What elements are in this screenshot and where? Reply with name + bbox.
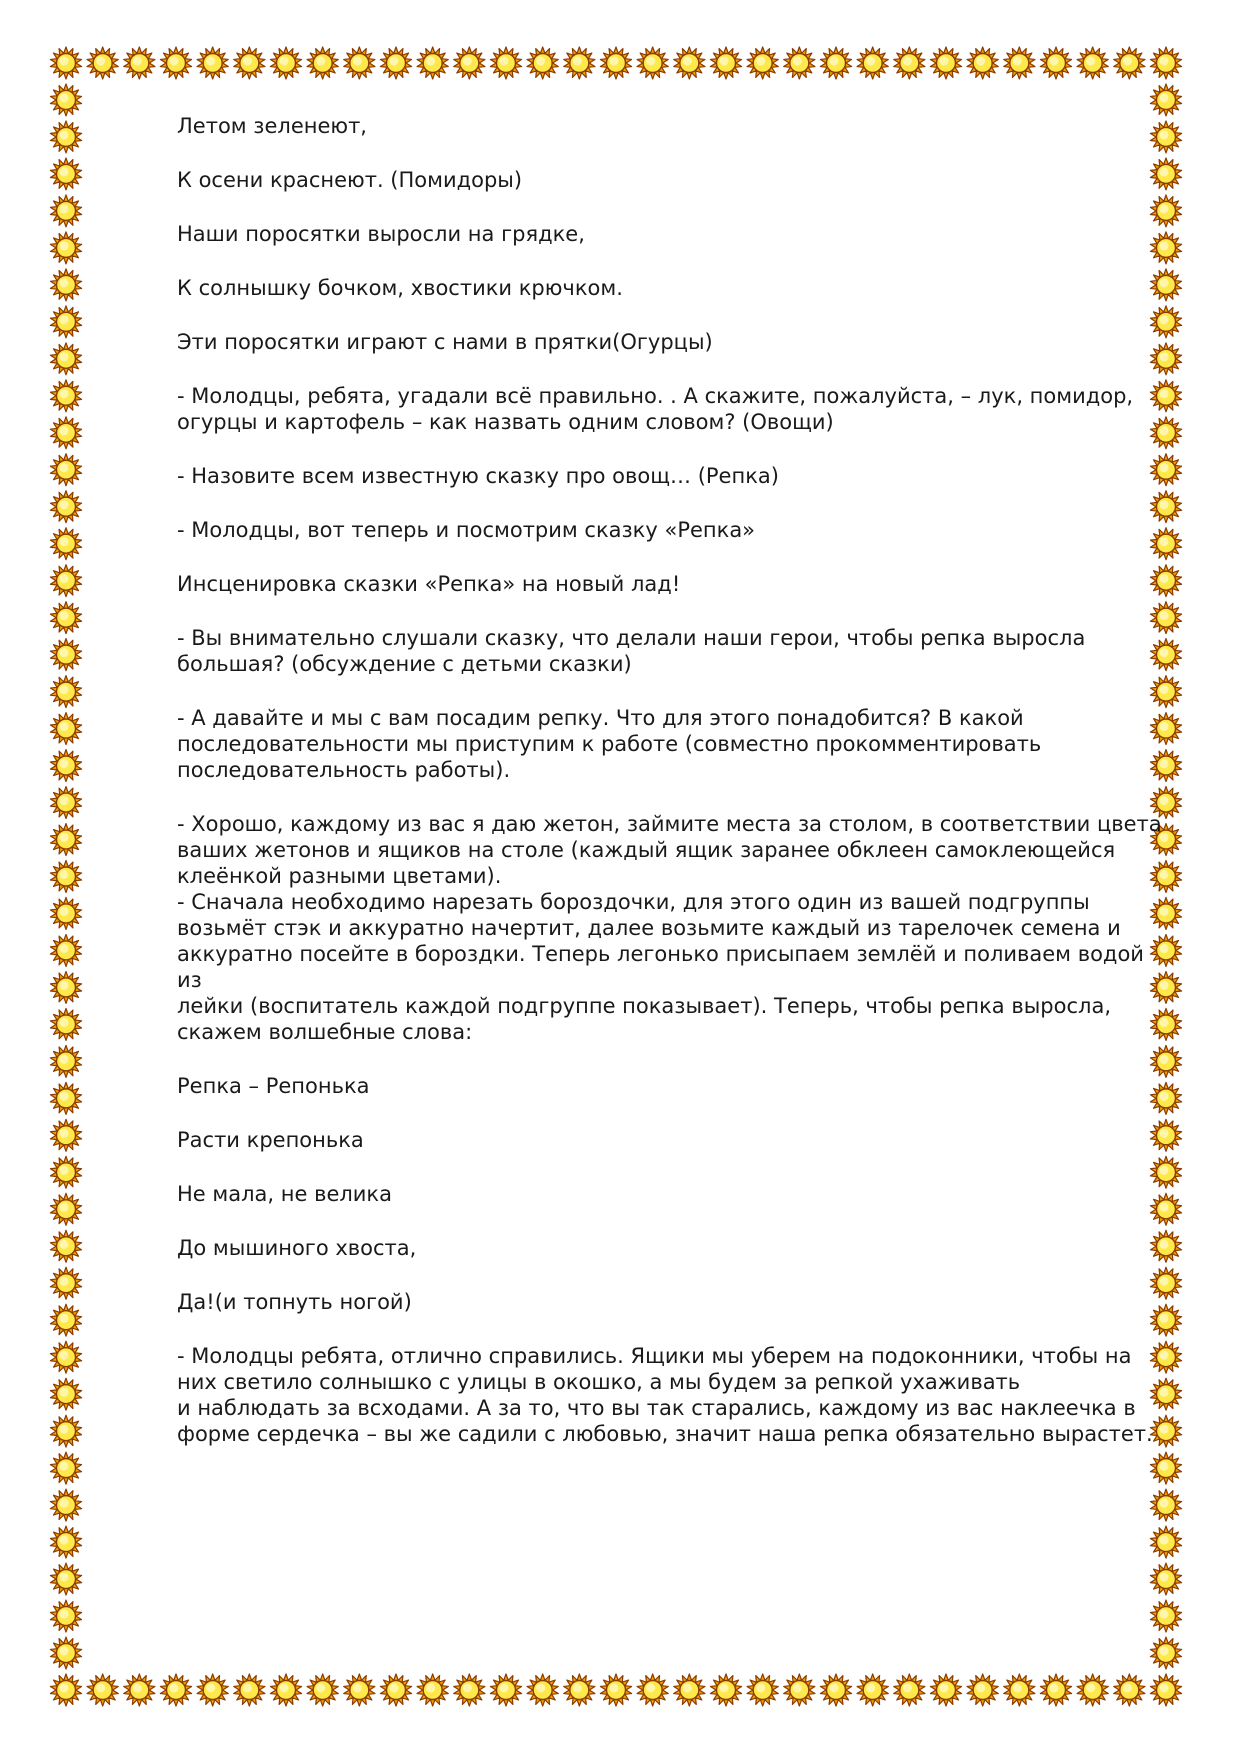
text-line: лейки (воспитатель каждой подгруппе показывает). Теперь, чтобы репка выросла, [177, 994, 1111, 1018]
text-line: большая? (обсуждение с детьми сказки) [177, 652, 632, 676]
paragraph [177, 1343, 1162, 1447]
text-line: - Молодцы, ребята, угадали всё правильно. . А скажите, пожалуйста, – лук, помидор, [177, 384, 1134, 408]
sun-icon [417, 47, 448, 79]
sun-icon [307, 47, 338, 79]
paragraph [177, 1235, 1162, 1261]
sun-icon [50, 602, 81, 634]
sun-icon [50, 1082, 81, 1114]
sun-icon [50, 528, 81, 560]
sun-icon [50, 1193, 81, 1225]
text-line: форме сердечка – вы же садили с любовью, значит наша репка обязательно вырастет. [177, 1422, 1153, 1446]
text-line: огурцы и картофель – как назвать одним словом? (Овощи) [177, 410, 834, 434]
sun-icon [1150, 1637, 1181, 1669]
sun-icon [50, 861, 81, 893]
text-line: До мышиного хвоста, [177, 1236, 417, 1260]
sun-icon [1150, 1489, 1181, 1521]
sun-icon [160, 1674, 191, 1706]
sun-icon [50, 639, 81, 671]
sun-icon [344, 1674, 375, 1706]
sun-icon [894, 1674, 925, 1706]
sun-icon [160, 47, 191, 79]
sun-icon [124, 47, 155, 79]
sun-icon [50, 158, 81, 190]
sun-icon [50, 491, 81, 523]
text-line: - Вы внимательно слушали сказку, что делали наши герои, чтобы репка выросла [177, 626, 1086, 650]
sun-icon [50, 676, 81, 708]
text-line: - А давайте и мы с вам посадим репку. Что для этого понадобится? В какой [177, 706, 1024, 730]
sun-icon [857, 1674, 888, 1706]
sun-icon [820, 47, 851, 79]
sun-icon [197, 1674, 228, 1706]
sun-icon [784, 1674, 815, 1706]
sun-icon [50, 84, 81, 116]
sun-icon [50, 1637, 81, 1669]
sun-icon [490, 47, 521, 79]
sun-icon [380, 47, 411, 79]
sun-icon [637, 1674, 668, 1706]
document-body [177, 113, 1162, 1475]
paragraph [177, 571, 1162, 597]
sun-icon [50, 750, 81, 782]
sun-icon [1150, 1526, 1181, 1558]
sun-icon [1150, 47, 1181, 79]
sun-icon [50, 1378, 81, 1410]
sun-icon [637, 47, 668, 79]
text-line: - Молодцы, вот теперь и посмотрим сказку «Репка» [177, 518, 756, 542]
paragraph [177, 705, 1162, 783]
sun-icon [1114, 47, 1145, 79]
sun-icon [50, 934, 81, 966]
sun-icon [50, 1600, 81, 1632]
sun-icon [50, 380, 81, 412]
sun-icon [50, 195, 81, 227]
text-line: - Хорошо, каждому из вас я даю жетон, займите места за столом, в соответствии цвета [177, 812, 1162, 836]
sun-icon [710, 1674, 741, 1706]
sun-icon [1040, 1674, 1071, 1706]
sun-icon [857, 47, 888, 79]
sun-icon [50, 1119, 81, 1151]
text-line: них светило солнышко с улицы в окошко, а мы будем за репкой ухаживать [177, 1370, 1021, 1394]
sun-icon [50, 1489, 81, 1521]
sun-icon [930, 47, 961, 79]
sun-icon [967, 1674, 998, 1706]
sun-icon [197, 47, 228, 79]
sun-icon [454, 1674, 485, 1706]
sun-icon [50, 232, 81, 264]
sun-icon [50, 1341, 81, 1373]
sun-icon [50, 343, 81, 375]
sun-icon [50, 121, 81, 153]
sun-icon [50, 1526, 81, 1558]
sun-icon [380, 1674, 411, 1706]
text-line: К солнышку бочком, хвостики крючком. [177, 276, 623, 300]
sun-icon [1150, 1563, 1181, 1595]
paragraph [177, 1181, 1162, 1207]
sun-icon [50, 47, 81, 79]
text-line: последовательности мы приступим к работе (совместно прокомментировать [177, 732, 1042, 756]
paragraph [177, 1073, 1162, 1099]
text-line: Да!(и топнуть ногой) [177, 1290, 412, 1314]
text-line: Эти поросятки играют с нами в прятки(Огурцы) [177, 330, 713, 354]
sun-icon [50, 1674, 81, 1706]
sun-icon [50, 787, 81, 819]
sun-icon [490, 1674, 521, 1706]
text-line: Репка – Репонька [177, 1074, 370, 1098]
sun-icon [1150, 1674, 1181, 1706]
sun-icon [1150, 84, 1181, 116]
sun-icon [600, 1674, 631, 1706]
sun-icon [600, 47, 631, 79]
sun-icon [50, 454, 81, 486]
sun-icon [1004, 1674, 1035, 1706]
text-line: аккуратно посейте в бороздки. Теперь легонько присыпаем землёй и поливаем водой из [177, 942, 1144, 992]
sun-icon [50, 1452, 81, 1484]
sun-icon [1150, 1600, 1181, 1632]
paragraph [177, 113, 1162, 139]
sun-icon [50, 824, 81, 856]
sun-icon [820, 1674, 851, 1706]
text-line: Расти крепонька [177, 1128, 364, 1152]
sun-icon [307, 1674, 338, 1706]
sun-icon [894, 47, 925, 79]
sun-icon [50, 1230, 81, 1262]
text-line: скажем волшебные слова: [177, 1020, 473, 1044]
sun-icon [674, 1674, 705, 1706]
sun-icon [710, 47, 741, 79]
text-line: К осени краснеют. (Помидоры) [177, 168, 523, 192]
sun-icon [50, 306, 81, 338]
sun-icon [234, 1674, 265, 1706]
sun-icon [50, 713, 81, 745]
sun-icon [784, 47, 815, 79]
paragraph [177, 625, 1162, 677]
text-line: Наши поросятки выросли на грядке, [177, 222, 585, 246]
sun-icon [967, 47, 998, 79]
sun-icon [1077, 1674, 1108, 1706]
sun-icon [50, 897, 81, 929]
sun-icon [50, 1415, 81, 1447]
paragraph [177, 383, 1162, 435]
sun-icon [50, 269, 81, 301]
sun-icon [50, 1304, 81, 1336]
paragraph [177, 1127, 1162, 1153]
text-line: Не мала, не велика [177, 1182, 392, 1206]
sun-icon [930, 1674, 961, 1706]
sun-icon [234, 47, 265, 79]
paragraph [177, 463, 1162, 489]
sun-icon [527, 47, 558, 79]
paragraph [177, 221, 1162, 247]
text-line: Летом зеленеют, [177, 114, 367, 138]
paragraph [177, 329, 1162, 355]
sun-icon [1040, 47, 1071, 79]
sun-icon [87, 1674, 118, 1706]
sun-icon [564, 1674, 595, 1706]
text-line: - Молодцы ребята, отлично справились. Ящики мы уберем на подоконники, чтобы на [177, 1344, 1132, 1368]
paragraph [177, 275, 1162, 301]
sun-icon [417, 1674, 448, 1706]
paragraph [177, 167, 1162, 193]
sun-icon [674, 47, 705, 79]
sun-icon [50, 417, 81, 449]
sun-icon [1114, 1674, 1145, 1706]
text-line: последовательность работы). [177, 758, 511, 782]
paragraph [177, 1289, 1162, 1315]
sun-icon [747, 47, 778, 79]
sun-icon [50, 1045, 81, 1077]
sun-icon [50, 1008, 81, 1040]
sun-icon [124, 1674, 155, 1706]
sun-icon [50, 1156, 81, 1188]
paragraph [177, 811, 1162, 1045]
text-line: - Назовите всем известную сказку про овощ… (Репка) [177, 464, 779, 488]
text-line: Инсценировка сказки «Репка» на новый лад! [177, 572, 681, 596]
sun-icon [454, 47, 485, 79]
sun-icon [50, 565, 81, 597]
sun-icon [1077, 47, 1108, 79]
paragraph [177, 517, 1162, 543]
sun-icon [50, 1267, 81, 1299]
sun-icon [50, 971, 81, 1003]
sun-icon [87, 47, 118, 79]
sun-icon [747, 1674, 778, 1706]
sun-icon [270, 47, 301, 79]
sun-icon [270, 1674, 301, 1706]
text-line: - Сначала необходимо нарезать бороздочки, для этого один из вашей подгруппы [177, 890, 1090, 914]
sun-icon [50, 1563, 81, 1595]
sun-icon [1004, 47, 1035, 79]
text-line: возьмёт стэк и аккуратно начертит, далее возьмите каждый из тарелочек семена и [177, 916, 1121, 940]
sun-icon [564, 47, 595, 79]
text-line: ваших жетонов и ящиков на столе (каждый ящик заранее обклеен самоклеющейся [177, 838, 1116, 862]
text-line: и наблюдать за всходами. А за то, что вы так старались, каждому из вас наклеечка в [177, 1396, 1136, 1420]
sun-icon [344, 47, 375, 79]
sun-icon [527, 1674, 558, 1706]
text-line: клеёнкой разными цветами). [177, 864, 502, 888]
